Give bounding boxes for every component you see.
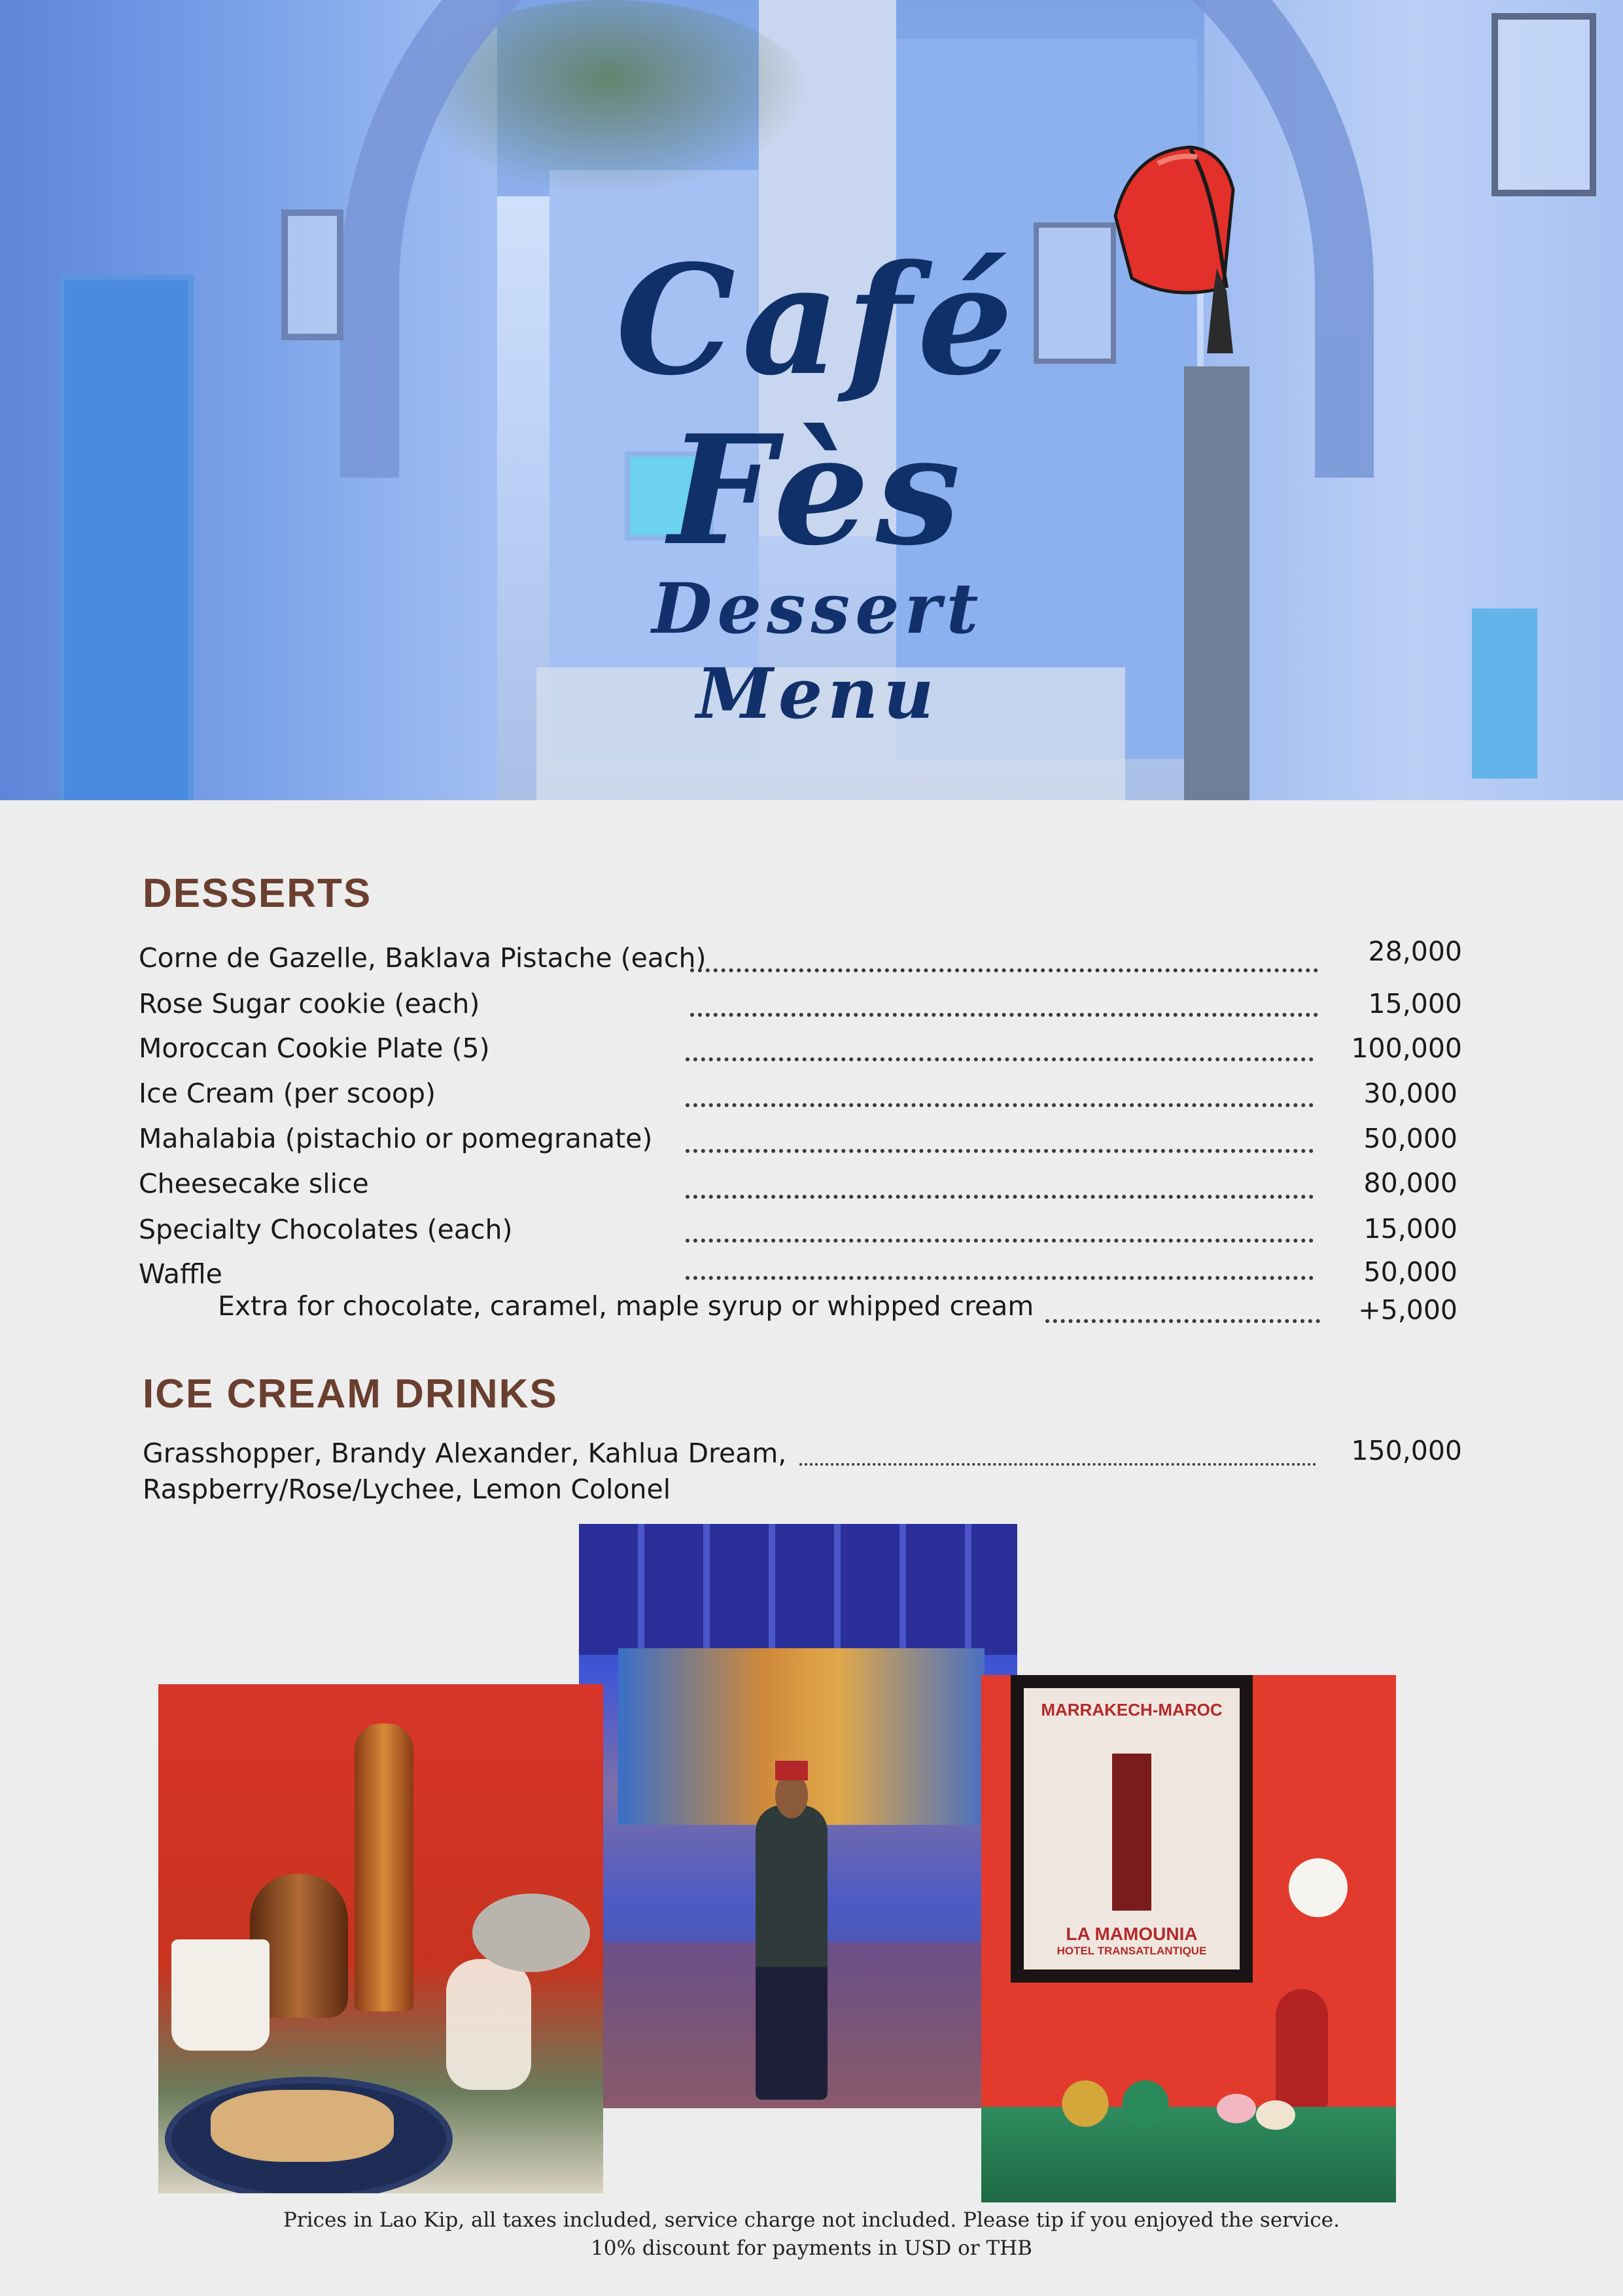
cafe-title: Café Fès — [616, 232, 1020, 579]
menu-item-name: Mahalabia (pistachio or pomegranate) — [139, 1123, 653, 1154]
hero-window — [1492, 13, 1596, 196]
menu-item-name: Cheesecake slice — [139, 1168, 369, 1199]
poster-sub-text: HOTEL TRANSATLANTIQUE — [1056, 1945, 1207, 1957]
menu-item-price: 50,000 — [1363, 1123, 1457, 1154]
dot-leader — [690, 968, 1318, 972]
hero-banner — [0, 0, 1623, 800]
footer-note: Prices in Lao Kip, all taxes included, service charge not included. Please tip if you enjoyed the service. — [283, 2208, 1340, 2232]
hero-door — [59, 275, 194, 800]
dot-leader — [686, 1103, 1314, 1107]
photo-staff-courtyard — [579, 1524, 1017, 2108]
menu-extra-name: Extra for chocolate, caramel, maple syrup or whipped cream — [218, 1290, 1034, 1322]
photo-person — [756, 1805, 828, 2100]
menu-subtitle: Dessert Menu — [652, 567, 984, 734]
photo-macaron — [1217, 2094, 1256, 2123]
hero-shutter — [1184, 366, 1249, 800]
dot-leader — [686, 1057, 1314, 1061]
menu-item-price: 15,000 — [1363, 1213, 1457, 1245]
drinks-heading: ICE CREAM DRINKS — [143, 1371, 558, 1417]
hero-window — [281, 209, 343, 340]
photo-macaron — [1256, 2100, 1295, 2130]
menu-item-name: Specialty Chocolates (each) — [139, 1214, 513, 1245]
drinks-list-line: Grasshopper, Brandy Alexander, Kahlua Dream, — [143, 1438, 787, 1469]
menu-item-name: Waffle — [139, 1258, 222, 1290]
photo-milk-jug — [446, 1959, 531, 2090]
menu-item-name: Ice Cream (per scoop) — [139, 1078, 436, 1109]
hero-door — [1472, 609, 1537, 779]
footer-discount: 10% discount for payments in USD or THB — [591, 2236, 1032, 2260]
drinks-price: 150,000 — [1351, 1435, 1462, 1466]
photo-tall-teapot — [355, 1723, 413, 2011]
menu-item-name: Corne de Gazelle, Baklava Pistache (each) — [139, 942, 707, 974]
dot-leader — [686, 1239, 1314, 1243]
photo-tea-glasses — [1040, 2068, 1191, 2140]
menu-item-price: 80,000 — [1363, 1167, 1457, 1199]
photo-cup — [171, 1939, 270, 2051]
menu-item-price: 30,000 — [1363, 1078, 1457, 1109]
menu-item-name: Moroccan Cookie Plate (5) — [139, 1033, 490, 1064]
menu-item-price: 15,000 — [1368, 988, 1462, 1019]
menu-item-price: 28,000 — [1368, 936, 1462, 967]
dot-leader — [690, 1013, 1318, 1017]
photo-roof — [579, 1524, 1017, 1655]
fez-hat-icon — [1092, 137, 1243, 386]
photo-flower — [1289, 1858, 1348, 1917]
menu-item-price: 50,000 — [1363, 1256, 1457, 1288]
photo-tea-pastries — [158, 1684, 603, 2193]
menu-item-name: Rose Sugar cookie (each) — [139, 988, 480, 1019]
photo-silver-pot — [472, 1894, 590, 1972]
photo-poster-tower — [1112, 1754, 1151, 1911]
menu-item-price: 100,000 — [1351, 1033, 1462, 1064]
poster-bottom-text: LA MAMOUNIA — [1066, 1924, 1198, 1944]
drinks-list-line: Raspberry/Rose/Lychee, Lemon Colonel — [143, 1474, 671, 1505]
poster-top-text: MARRAKECH-MAROC — [1041, 1700, 1223, 1720]
menu-extra-price: +5,000 — [1358, 1294, 1457, 1326]
photo-pastries — [211, 2090, 394, 2162]
photo-fez — [775, 1761, 808, 1780]
dot-leader — [686, 1195, 1314, 1199]
dot-leader — [799, 1463, 1316, 1466]
photo-poster-table — [981, 1675, 1396, 2202]
photo-vase — [1276, 1989, 1328, 2120]
desserts-heading: DESSERTS — [143, 871, 372, 916]
dot-leader — [686, 1276, 1314, 1280]
dot-leader — [686, 1149, 1314, 1153]
